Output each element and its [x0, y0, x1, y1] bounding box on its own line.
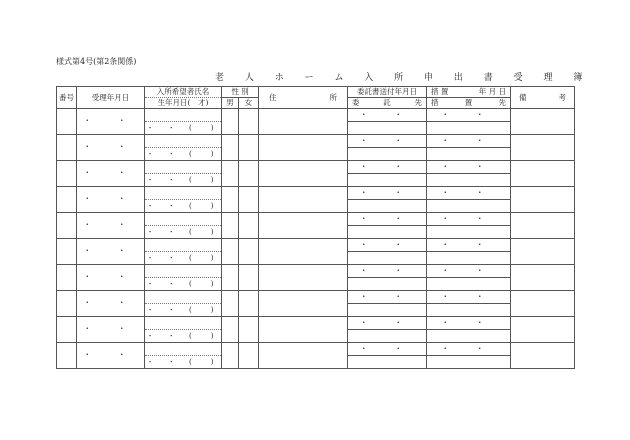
referral-to-label-mid: 託 — [383, 98, 391, 108]
female-cell[interactable] — [239, 161, 259, 187]
date-placeholder: ・ ・ — [359, 291, 415, 301]
referral-to-cell[interactable] — [348, 330, 427, 343]
applicant-name-cell[interactable] — [145, 161, 222, 174]
male-cell[interactable] — [222, 109, 239, 135]
form-title: 老 人 ホ ー ム 入 所 申 出 書 受 理 簿 — [215, 73, 592, 83]
date-placeholder: ・ ・ — [441, 161, 496, 171]
measure-to-label-left: 措 — [431, 98, 439, 108]
address-cell[interactable] — [259, 343, 348, 369]
date-placeholder: ・ ・ — [441, 291, 496, 301]
applicant-name-cell[interactable] — [145, 109, 222, 122]
measure-to-cell[interactable] — [427, 174, 511, 187]
date-placeholder: ・ ・ — [83, 324, 138, 334]
measure-to-cell[interactable] — [427, 122, 511, 135]
address-cell[interactable] — [259, 239, 348, 265]
referral-date-cell[interactable] — [348, 343, 427, 356]
referral-to-cell[interactable] — [348, 122, 427, 135]
received-date-cell[interactable] — [77, 317, 145, 343]
address-cell[interactable] — [259, 265, 348, 291]
col-header-male: 男 — [222, 98, 239, 109]
col-header-gender: 性 別 — [222, 87, 259, 98]
birth-date-cell[interactable] — [145, 200, 222, 213]
col-header-address — [259, 87, 348, 109]
date-placeholder: ・ ・ — [83, 350, 138, 360]
referral-date-cell[interactable] — [348, 291, 427, 304]
address-cell[interactable] — [259, 161, 348, 187]
birth-date-cell[interactable] — [145, 174, 222, 187]
remarks-label-left: 備 — [519, 92, 527, 102]
referral-to-cell[interactable] — [348, 226, 427, 239]
date-placeholder: ・ ・ — [359, 161, 415, 171]
referral-date-cell[interactable] — [348, 213, 427, 226]
received-date-cell[interactable] — [77, 343, 145, 369]
received-date-cell[interactable] — [77, 109, 145, 135]
female-cell[interactable] — [239, 213, 259, 239]
female-cell[interactable] — [239, 265, 259, 291]
number-cell[interactable] — [57, 109, 77, 135]
date-placeholder: ・ ・ — [441, 265, 496, 275]
birth-placeholder: ・ ・ ( ) — [146, 331, 220, 340]
date-placeholder: ・ ・ — [83, 168, 138, 178]
female-cell[interactable] — [239, 343, 259, 369]
male-cell[interactable] — [222, 317, 239, 343]
date-placeholder: ・ ・ — [441, 317, 496, 327]
male-cell[interactable] — [222, 135, 239, 161]
remarks-cell[interactable] — [511, 213, 575, 239]
birth-placeholder: ・ ・ ( ) — [146, 253, 220, 262]
male-cell[interactable] — [222, 213, 239, 239]
measure-date-cell[interactable] — [427, 109, 511, 122]
male-cell[interactable] — [222, 343, 239, 369]
measure-to-cell[interactable] — [427, 278, 511, 291]
date-placeholder: ・ ・ — [83, 298, 138, 308]
birth-date-cell[interactable] — [145, 252, 222, 265]
referral-date-cell[interactable] — [348, 187, 427, 200]
measure-to-cell[interactable] — [427, 148, 511, 161]
date-placeholder: ・ ・ — [441, 213, 496, 223]
referral-date-cell[interactable] — [348, 265, 427, 278]
date-placeholder: ・ ・ — [441, 135, 496, 145]
header-row-1 — [57, 87, 575, 98]
col-header-referral-date: 委託書送付年月日 — [348, 87, 427, 98]
remarks-cell[interactable] — [511, 239, 575, 265]
date-placeholder: ・ ・ — [83, 272, 138, 282]
remarks-cell[interactable] — [511, 343, 575, 369]
date-placeholder: ・ ・ — [359, 213, 415, 223]
referral-to-label-right: 先 — [414, 98, 423, 108]
number-cell[interactable] — [57, 317, 77, 343]
remarks-cell[interactable] — [511, 265, 575, 291]
date-placeholder: ・ ・ — [359, 187, 415, 197]
date-placeholder: ・ ・ — [441, 109, 496, 119]
received-date-cell[interactable] — [77, 291, 145, 317]
female-cell[interactable] — [239, 239, 259, 265]
received-date-cell[interactable] — [77, 265, 145, 291]
address-label-right: 所 — [329, 92, 338, 102]
register-row-top — [57, 135, 575, 148]
number-cell[interactable] — [57, 187, 77, 213]
applicant-name-cell[interactable] — [145, 213, 222, 226]
date-placeholder: ・ ・ — [83, 142, 138, 152]
measure-date-cell[interactable] — [427, 239, 511, 252]
address-cell[interactable] — [259, 317, 348, 343]
date-placeholder: ・ ・ — [83, 220, 138, 230]
remarks-cell[interactable] — [511, 161, 575, 187]
col-header-referral-to — [348, 98, 427, 109]
date-placeholder: ・ ・ — [359, 343, 415, 353]
register-row-top — [57, 343, 575, 356]
number-cell[interactable] — [57, 343, 77, 369]
birth-date-cell[interactable] — [145, 148, 222, 161]
date-placeholder: ・ ・ — [359, 109, 415, 119]
form-number-label: 様式第4号(第2条関係) — [56, 57, 137, 66]
birth-placeholder: ・ ・ ( ) — [146, 201, 220, 210]
birth-date-cell[interactable] — [145, 278, 222, 291]
number-cell[interactable] — [57, 213, 77, 239]
referral-to-cell[interactable] — [348, 278, 427, 291]
received-date-cell[interactable] — [77, 239, 145, 265]
col-header-applicant-name: 入所希望者氏名 — [145, 87, 222, 98]
birth-placeholder: ・ ・ ( ) — [146, 175, 220, 184]
referral-to-cell[interactable] — [348, 356, 427, 369]
referral-to-cell[interactable] — [348, 252, 427, 265]
female-cell[interactable] — [239, 135, 259, 161]
remarks-cell[interactable] — [511, 187, 575, 213]
male-cell[interactable] — [222, 187, 239, 213]
received-date-cell[interactable] — [77, 213, 145, 239]
measure-date-cell[interactable] — [427, 317, 511, 330]
acceptance-register-table — [56, 86, 575, 369]
applicant-name-cell[interactable] — [145, 317, 222, 330]
measure-to-cell[interactable] — [427, 226, 511, 239]
date-placeholder: ・ ・ — [83, 246, 138, 256]
birth-placeholder: ・ ・ ( ) — [146, 305, 220, 314]
remarks-cell[interactable] — [511, 291, 575, 317]
register-row-top — [57, 317, 575, 330]
birth-date-cell[interactable] — [145, 226, 222, 239]
measure-date-cell[interactable] — [427, 291, 511, 304]
remarks-cell[interactable] — [511, 135, 575, 161]
female-cell[interactable] — [239, 109, 259, 135]
date-placeholder: ・ ・ — [441, 187, 496, 197]
address-cell[interactable] — [259, 187, 348, 213]
remarks-label-right: 考 — [558, 92, 567, 102]
referral-date-cell[interactable] — [348, 317, 427, 330]
remarks-cell[interactable] — [511, 317, 575, 343]
referral-date-cell[interactable] — [348, 161, 427, 174]
col-header-female: 女 — [239, 98, 259, 109]
measure-date-cell[interactable] — [427, 213, 511, 226]
birth-placeholder: ・ ・ ( ) — [146, 227, 220, 236]
register-row-top — [57, 239, 575, 252]
number-cell[interactable] — [57, 135, 77, 161]
received-date-cell[interactable] — [77, 161, 145, 187]
address-cell[interactable] — [259, 135, 348, 161]
register-row-top — [57, 213, 575, 226]
applicant-name-cell[interactable] — [145, 265, 222, 278]
measure-to-cell[interactable] — [427, 330, 511, 343]
male-cell[interactable] — [222, 161, 239, 187]
male-cell[interactable] — [222, 239, 239, 265]
referral-date-cell[interactable] — [348, 239, 427, 252]
date-placeholder: ・ ・ — [359, 239, 415, 249]
register-row-top — [57, 291, 575, 304]
measure-to-cell[interactable] — [427, 356, 511, 369]
col-header-measure-date — [427, 87, 511, 98]
measure-date-cell[interactable] — [427, 265, 511, 278]
register-body — [57, 109, 575, 369]
measure-to-label-mid: 置 — [464, 98, 473, 108]
male-cell[interactable] — [222, 265, 239, 291]
measure-date-cell[interactable] — [427, 187, 511, 200]
referral-to-label-left: 委 — [352, 98, 360, 108]
col-header-remarks — [511, 87, 575, 109]
date-placeholder: ・ ・ — [83, 194, 138, 204]
measure-to-label-right: 先 — [498, 98, 507, 108]
register-row-top — [57, 265, 575, 278]
address-cell[interactable] — [259, 109, 348, 135]
referral-to-cell[interactable] — [348, 304, 427, 317]
female-cell[interactable] — [239, 187, 259, 213]
female-cell[interactable] — [239, 317, 259, 343]
female-cell[interactable] — [239, 291, 259, 317]
referral-date-cell[interactable] — [348, 109, 427, 122]
applicant-name-cell[interactable] — [145, 135, 222, 148]
address-cell[interactable] — [259, 213, 348, 239]
number-cell[interactable] — [57, 291, 77, 317]
col-header-number: 番号 — [57, 87, 77, 109]
measure-to-cell[interactable] — [427, 200, 511, 213]
measure-date-cell[interactable] — [427, 161, 511, 174]
applicant-name-cell[interactable] — [145, 239, 222, 252]
date-placeholder: ・ ・ — [359, 135, 415, 145]
applicant-name-cell[interactable] — [145, 187, 222, 200]
birth-placeholder: ・ ・ ( ) — [146, 357, 220, 366]
date-placeholder: ・ ・ — [441, 239, 496, 249]
date-placeholder: ・ ・ — [359, 265, 415, 275]
col-header-measure-to — [427, 98, 511, 109]
birth-placeholder: ・ ・ ( ) — [146, 123, 220, 132]
birth-date-cell[interactable] — [145, 122, 222, 135]
referral-to-cell[interactable] — [348, 200, 427, 213]
measure-date-cell[interactable] — [427, 343, 511, 356]
date-placeholder: ・ ・ — [83, 116, 138, 126]
applicant-name-cell[interactable] — [145, 291, 222, 304]
birth-date-cell[interactable] — [145, 356, 222, 369]
address-label-left: 住 — [269, 92, 277, 102]
birth-placeholder: ・ ・ ( ) — [146, 149, 220, 158]
received-date-cell[interactable] — [77, 135, 145, 161]
referral-date-cell[interactable] — [348, 135, 427, 148]
referral-to-cell[interactable] — [348, 174, 427, 187]
referral-to-cell[interactable] — [348, 148, 427, 161]
birth-date-cell[interactable] — [145, 330, 222, 343]
applicant-name-cell[interactable] — [145, 343, 222, 356]
measure-to-cell[interactable] — [427, 304, 511, 317]
date-placeholder: ・ ・ — [359, 317, 415, 327]
measure-date-label-b: 年 月 日 — [478, 87, 507, 97]
measure-to-cell[interactable] — [427, 252, 511, 265]
col-header-birth-date: 生年月日( 才) — [145, 98, 222, 109]
number-cell[interactable] — [57, 161, 77, 187]
date-placeholder: ・ ・ — [441, 343, 496, 353]
address-cell[interactable] — [259, 291, 348, 317]
register-row-top — [57, 187, 575, 200]
number-cell[interactable] — [57, 239, 77, 265]
measure-date-label-a: 措 置 — [431, 87, 449, 97]
number-cell[interactable] — [57, 265, 77, 291]
received-date-cell[interactable] — [77, 187, 145, 213]
birth-placeholder: ・ ・ ( ) — [146, 279, 220, 288]
measure-date-cell[interactable] — [427, 135, 511, 148]
col-header-received-date: 受理年月日 — [77, 87, 145, 109]
birth-date-cell[interactable] — [145, 304, 222, 317]
remarks-cell[interactable] — [511, 109, 575, 135]
register-row-top — [57, 161, 575, 174]
male-cell[interactable] — [222, 291, 239, 317]
register-row-top — [57, 109, 575, 122]
